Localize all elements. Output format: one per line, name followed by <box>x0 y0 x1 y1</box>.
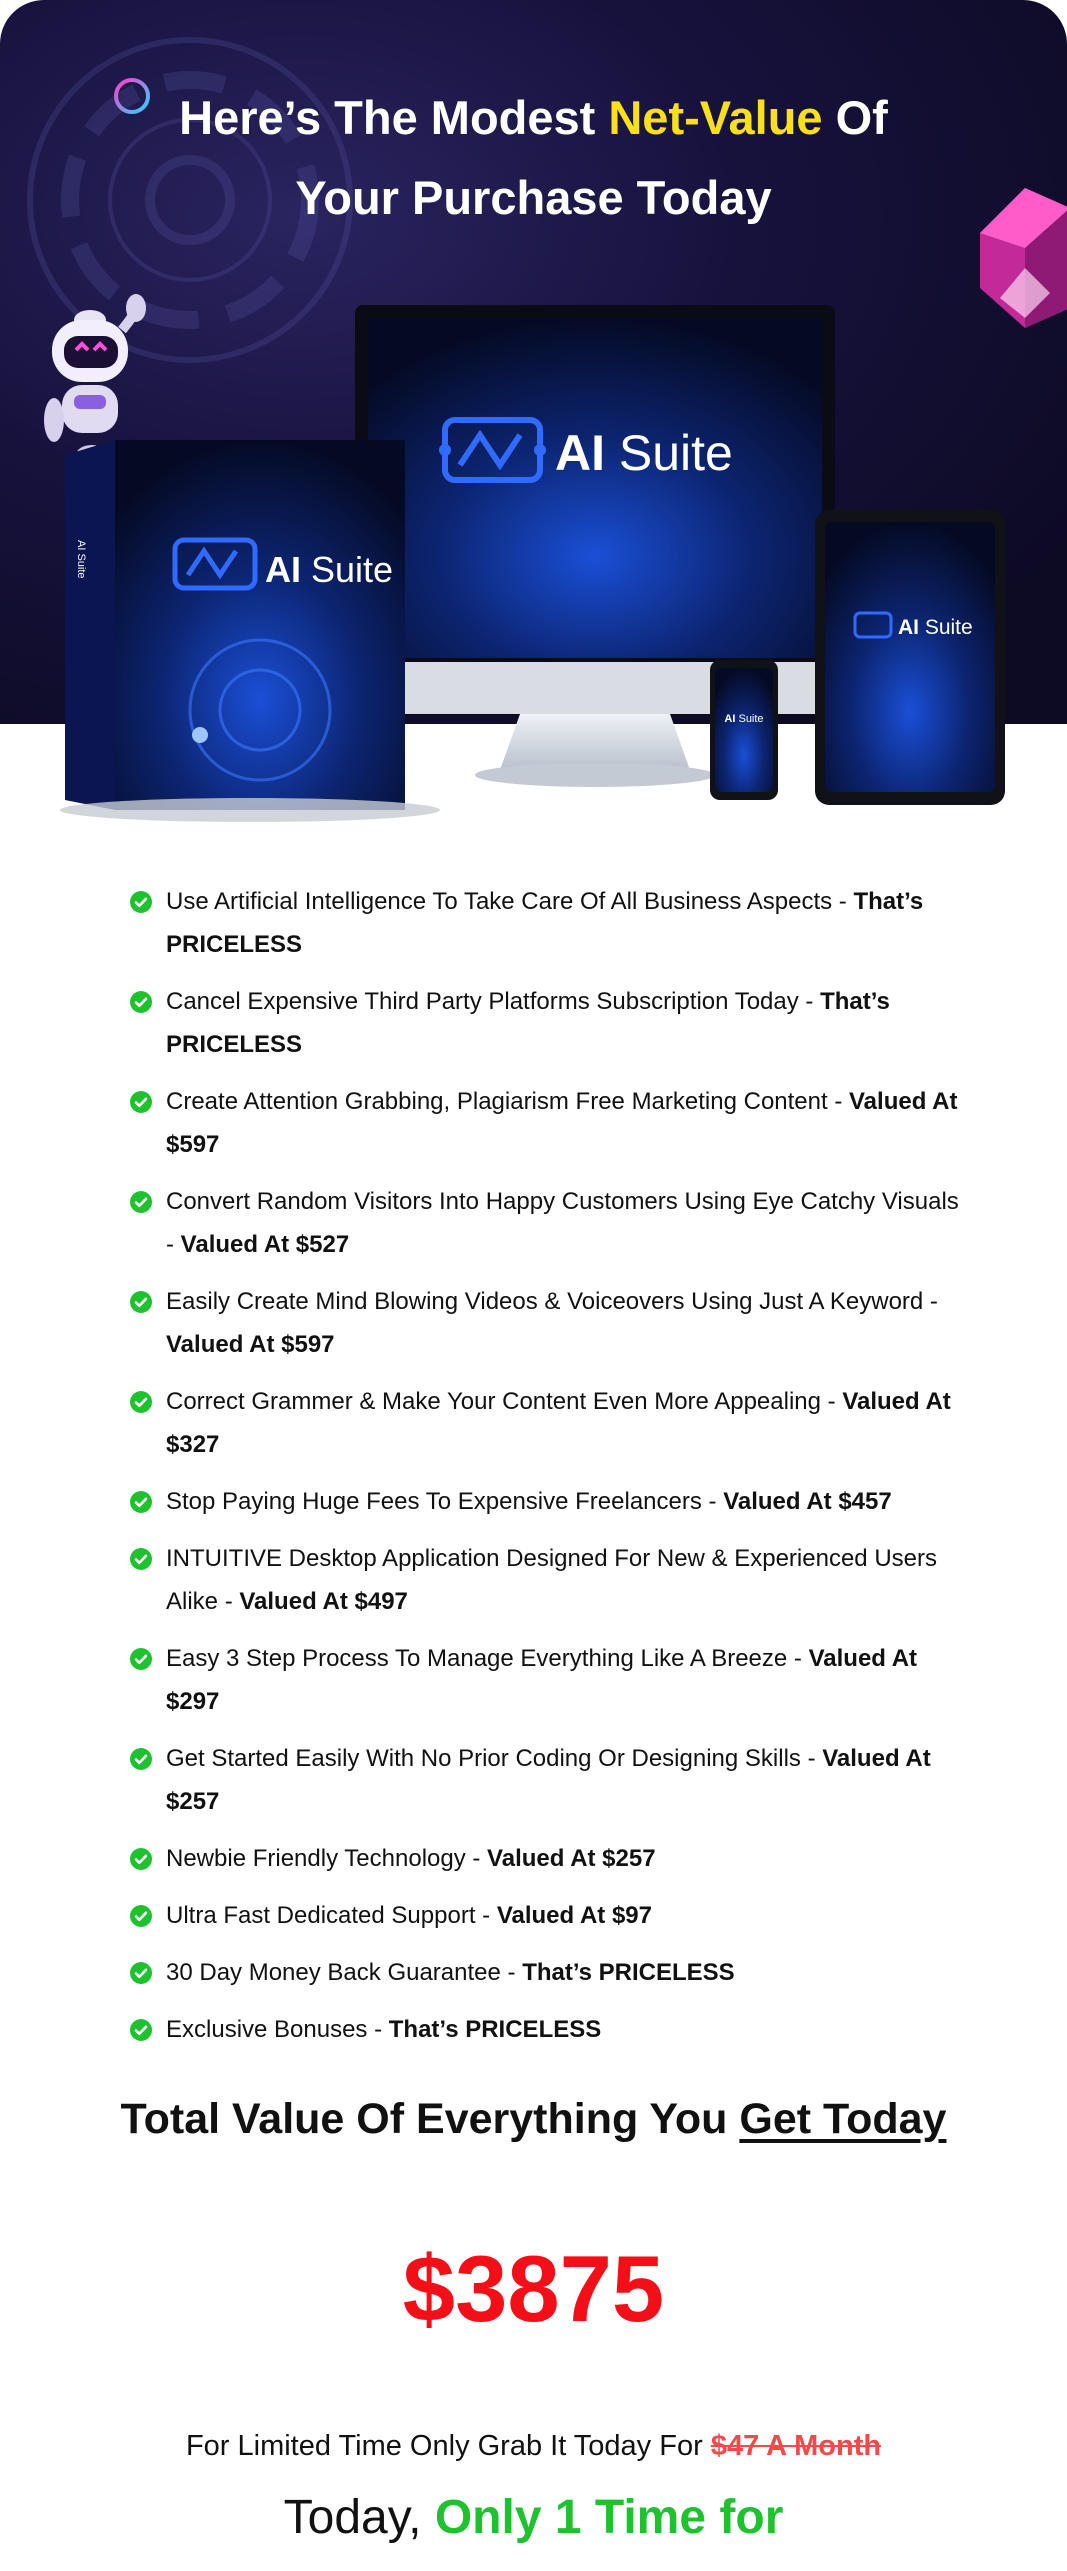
feature-item <box>130 1480 960 1523</box>
feature-item <box>130 1837 960 1880</box>
headline <box>0 78 1067 238</box>
feature-item <box>130 2008 960 2051</box>
feature-value: Valued At $597 <box>166 1088 958 1158</box>
total-value-heading: Total Value Of Everything You Get Today <box>120 2095 947 2143</box>
svg-text:AI Suite: AI Suite <box>724 713 764 725</box>
feature-text: Get Started Easily With No Prior Coding Or Designing Skills - <box>166 1745 823 1772</box>
check-circle-icon <box>130 1962 152 1984</box>
feature-text: 30 Day Money Back Guarantee - <box>166 1959 523 1986</box>
tablet-mockup <box>815 510 1005 805</box>
feature-value: That’s PRICELESS <box>166 888 924 958</box>
feature-list <box>130 880 960 2065</box>
check-circle-icon <box>130 1391 152 1413</box>
limited-time-offer: For Limited Time Only Grab It Today For $47 A Month <box>185 2430 882 2462</box>
total-value-underlined: Get Today <box>739 2095 947 2143</box>
check-circle-icon <box>130 1291 152 1313</box>
feature-text: Create Attention Grabbing, Plagiarism Free Marketing Content - <box>166 1088 849 1115</box>
feature-value: That’s PRICELESS <box>388 2016 602 2043</box>
feature-text: Use Artificial Intelligence To Take Care Of All Business Aspects - <box>166 888 854 915</box>
feature-value: Valued At $497 <box>239 1588 408 1615</box>
feature-text: Stop Paying Huge Fees To Expensive Freelancers - <box>166 1488 724 1515</box>
check-circle-icon <box>130 991 152 1013</box>
one-time-offer: Today, Only 1 Time for <box>283 2491 784 2544</box>
check-circle-icon <box>130 1648 152 1670</box>
check-circle-icon <box>130 1548 152 1570</box>
feature-text: Easy 3 Step Process To Manage Everything Like A Breeze - <box>166 1645 809 1672</box>
feature-item <box>130 980 960 1066</box>
product-mockup-bundle <box>50 290 1020 830</box>
feature-text: Correct Grammer & Make Your Content Even More Appealing - <box>166 1388 843 1415</box>
feature-value: That’s PRICELESS <box>522 1959 735 1986</box>
feature-text: Convert Random Visitors Into Happy Customers Using Eye Catchy Visuals - <box>166 1188 959 1258</box>
feature-text: Easily Create Mind Blowing Videos & Voiceovers Using Just A Keyword - <box>166 1288 938 1315</box>
one-time-highlight: Only 1 Time for <box>434 2491 784 2544</box>
feature-value: Valued At $457 <box>723 1488 892 1515</box>
feature-item <box>130 1537 960 1623</box>
check-circle-icon <box>130 1748 152 1770</box>
feature-item <box>130 1280 960 1366</box>
check-circle-icon <box>130 1191 152 1213</box>
check-circle-icon <box>130 1905 152 1927</box>
feature-item <box>130 1894 960 1937</box>
software-box-mockup <box>60 440 440 822</box>
feature-value: Valued At $297 <box>166 1645 918 1715</box>
feature-item <box>130 1180 960 1266</box>
svg-text:AI Suite: AI Suite <box>555 425 733 481</box>
feature-item <box>130 1637 960 1723</box>
feature-text: Ultra Fast Dedicated Support - <box>166 1902 497 1929</box>
headline-highlight: Net-Value <box>608 91 823 144</box>
feature-value: Valued At $257 <box>487 1845 656 1872</box>
feature-value: Valued At $257 <box>166 1745 931 1815</box>
feature-text: Exclusive Bonuses - <box>166 2016 389 2043</box>
feature-value: Valued At $527 <box>180 1231 350 1258</box>
feature-item <box>130 1380 960 1466</box>
feature-value: Valued At $97 <box>496 1902 652 1929</box>
feature-item <box>130 1951 960 1994</box>
check-circle-icon <box>130 891 152 913</box>
check-circle-icon <box>130 1848 152 1870</box>
check-circle-icon <box>130 2019 152 2041</box>
headline-line-1: Here’s The Modest Net-Value Of <box>179 91 888 144</box>
svg-text:AI Suite: AI Suite <box>265 549 394 590</box>
check-circle-icon <box>130 1091 152 1113</box>
feature-item <box>130 880 960 966</box>
feature-item <box>130 1080 960 1166</box>
old-price-strikethrough: $47 A Month <box>710 2430 882 2462</box>
headline-line-2: Your Purchase Today <box>295 171 772 224</box>
phone-mockup <box>710 660 778 800</box>
total-price: $3875 <box>402 2236 665 2341</box>
feature-text: Cancel Expensive Third Party Platforms Subscription Today - <box>166 988 821 1015</box>
feature-text: INTUITIVE Desktop Application Designed For New & Experienced Users Alike - <box>166 1545 937 1615</box>
svg-text:AI Suite: AI Suite <box>75 540 87 579</box>
check-circle-icon <box>130 1491 152 1513</box>
svg-text:AI Suite: AI Suite <box>898 616 973 639</box>
feature-value: That’s PRICELESS <box>166 988 890 1058</box>
feature-value: Valued At $327 <box>166 1388 951 1458</box>
feature-value: Valued At $597 <box>166 1331 335 1358</box>
feature-text: Newbie Friendly Technology - <box>166 1845 488 1872</box>
feature-item <box>130 1737 960 1823</box>
